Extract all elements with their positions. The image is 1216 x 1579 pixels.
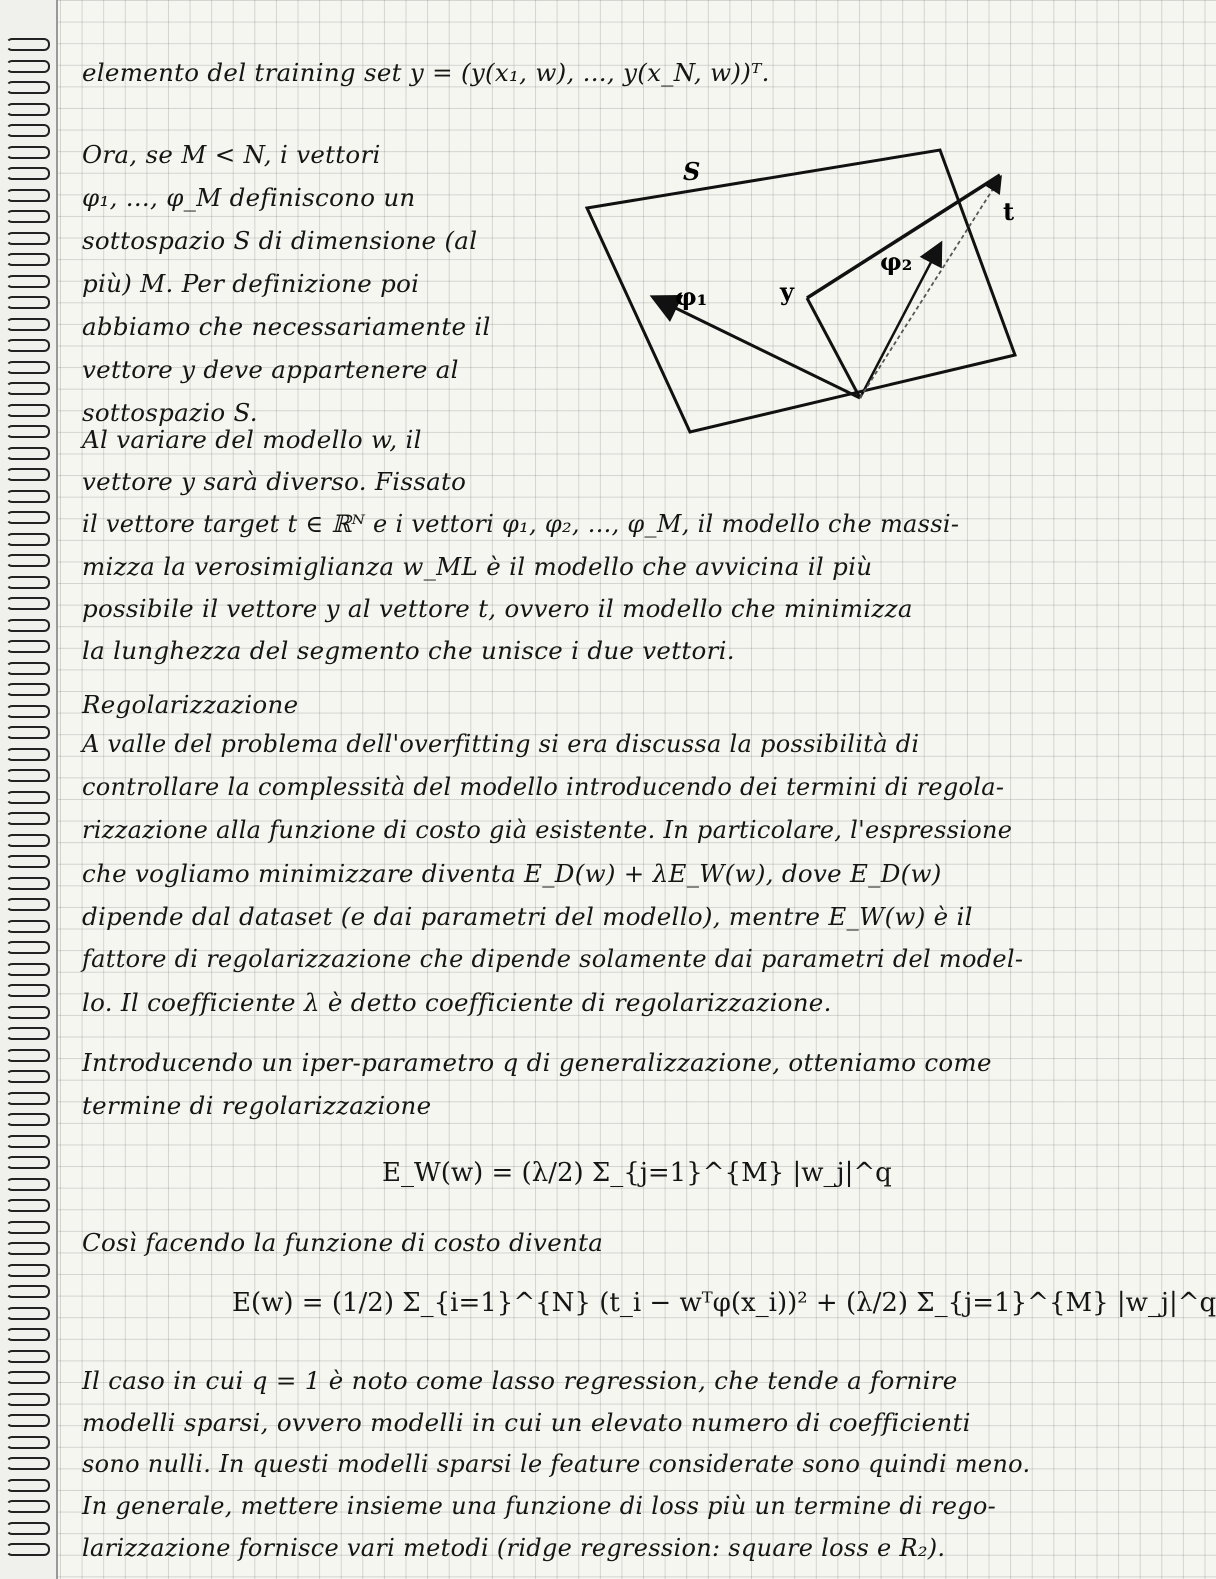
- text-line: più) M. Per definizione poi: [82, 269, 420, 298]
- spiral-ring: [6, 382, 50, 395]
- spiral-ring: [6, 1135, 50, 1148]
- spiral-ring: [6, 597, 50, 610]
- spiral-ring: [6, 812, 50, 825]
- spiral-ring: [6, 576, 50, 589]
- text-line: sottospazio S di dimensione (al: [82, 226, 478, 255]
- spiral-ring: [6, 1264, 50, 1277]
- cost-function-formula: E(w) = (1/2) Σ_{i=1}^{N} (t_i − wᵀφ(x_i))² + (λ/2) Σ_{j=1}^{M} |w_j|^q: [232, 1288, 1216, 1318]
- spiral-ring: [6, 662, 50, 675]
- text-line: modelli sparsi, ovvero modelli in cui un elevato numero di coefficienti: [82, 1408, 971, 1437]
- spiral-ring: [6, 1242, 50, 1255]
- text-line: Il caso in cui q = 1 è noto come lasso regression, che tende a fornire: [82, 1366, 958, 1395]
- text-line: che vogliamo minimizzare diventa E_D(w) + λE_W(w), dove E_D(w): [82, 859, 942, 888]
- spiral-ring: [6, 60, 50, 73]
- spiral-ring: [6, 554, 50, 567]
- y-label: y: [780, 277, 794, 306]
- spiral-ring: [6, 425, 50, 438]
- spiral-ring: [6, 1199, 50, 1212]
- spiral-ring: [6, 920, 50, 933]
- spiral-ring: [6, 1500, 50, 1513]
- spiral-ring: [6, 791, 50, 804]
- spiral-ring: [6, 404, 50, 417]
- subspace-projection-figure: [575, 120, 1045, 450]
- text-line: rizzazione alla funzione di costo già esistente. In particolare, l'espressione: [82, 816, 1013, 844]
- spiral-ring: [6, 1543, 50, 1556]
- t-label: t: [1003, 197, 1015, 226]
- projection-diagram: [575, 120, 1045, 450]
- spiral-ring: [6, 705, 50, 718]
- y-vector: [807, 298, 860, 398]
- text-line: il vettore target t ∈ ℝᴺ e i vettori φ₁, φ₂, ..., φ_M, il modello che massi-: [82, 510, 960, 538]
- text-line: sottospazio S.: [82, 398, 258, 427]
- spiral-ring: [6, 124, 50, 137]
- spiral-ring: [6, 1457, 50, 1470]
- spiral-ring: [6, 146, 50, 159]
- spiral-ring: [6, 81, 50, 94]
- spiral-ring: [6, 468, 50, 481]
- text-line: sono nulli. In questi modelli sparsi le feature considerate sono quindi meno.: [82, 1450, 1031, 1478]
- spiral-ring: [6, 1479, 50, 1492]
- spiral-ring: [6, 232, 50, 245]
- spiral-ring: [6, 1307, 50, 1320]
- spiral-ring: [6, 1328, 50, 1341]
- section-heading: Regolarizzazione: [82, 690, 299, 719]
- text-line: In generale, mettere insieme una funzione di loss più un termine di rego-: [82, 1492, 997, 1520]
- text-line: Ora, se M < N, i vettori: [82, 140, 381, 169]
- spiral-ring: [6, 296, 50, 309]
- spiral-ring: [6, 490, 50, 503]
- spiral-ring: [6, 210, 50, 223]
- spiral-ring: [6, 769, 50, 782]
- text-line: dipende dal dataset (e dai parametri del modello), mentre E_W(w) è il: [82, 902, 973, 931]
- subspace-plane: [587, 150, 1015, 432]
- spiral-ring: [6, 1006, 50, 1019]
- spiral-ring: [6, 361, 50, 374]
- spiral-ring: [6, 103, 50, 116]
- notebook-spiral-binding: [0, 0, 58, 1579]
- text-line: mizza la verosimiglianza w_ML è il modello che avvicina il più: [82, 552, 873, 581]
- text-line: la lunghezza del segmento che unisce i due vettori.: [82, 636, 735, 665]
- spiral-ring: [6, 167, 50, 180]
- text-line: elemento del training set y = (y(x₁, w), ..., y(x_N, w))ᵀ.: [82, 58, 770, 87]
- spiral-ring: [6, 253, 50, 266]
- spiral-ring: [6, 339, 50, 352]
- text-line: A valle del problema dell'overfitting si era discussa la possibilità di: [82, 730, 920, 758]
- spiral-ring: [6, 877, 50, 890]
- spiral-ring: [6, 1070, 50, 1083]
- spiral-ring: [6, 963, 50, 976]
- spiral-ring: [6, 748, 50, 761]
- spiral-ring: [6, 984, 50, 997]
- spiral-ring: [6, 1156, 50, 1169]
- spiral-ring: [6, 1113, 50, 1126]
- spiral-ring: [6, 189, 50, 202]
- text-line: possibile il vettore y al vettore t, ovvero il modello che minimizza: [82, 594, 913, 623]
- spiral-ring: [6, 726, 50, 739]
- spiral-ring: [6, 1178, 50, 1191]
- text-line: Al variare del modello w, il: [82, 425, 422, 454]
- phi1-label: φ₁: [675, 282, 708, 311]
- spiral-ring: [6, 1350, 50, 1363]
- spiral-ring: [6, 1436, 50, 1449]
- spiral-ring: [6, 1221, 50, 1234]
- spiral-ring: [6, 855, 50, 868]
- regularizer-formula: E_W(w) = (λ/2) Σ_{j=1}^{M} |w_j|^q: [382, 1158, 892, 1188]
- text-line: φ₁, ..., φ_M definiscono un: [82, 183, 416, 212]
- text-line: vettore y sarà diverso. Fissato: [82, 467, 467, 496]
- spiral-ring: [6, 1049, 50, 1062]
- spiral-ring: [6, 447, 50, 460]
- spiral-ring: [6, 1414, 50, 1427]
- phi1-vector: [655, 298, 860, 398]
- text-line: larizzazione fornisce vari metodi (ridge regression: square loss e R₂).: [82, 1534, 946, 1562]
- spiral-ring: [6, 511, 50, 524]
- spiral-ring: [6, 941, 50, 954]
- spiral-ring: [6, 1092, 50, 1105]
- spiral-ring: [6, 318, 50, 331]
- spiral-ring: [6, 1285, 50, 1298]
- text-line: lo. Il coefficiente λ è detto coefficiente di regolarizzazione.: [82, 988, 832, 1017]
- text-line: vettore y deve appartenere al: [82, 355, 459, 384]
- spiral-ring: [6, 38, 50, 51]
- spiral-ring: [6, 640, 50, 653]
- text-line: Così facendo la funzione di costo diventa: [82, 1228, 604, 1257]
- spiral-ring: [6, 1027, 50, 1040]
- plane-label: S: [683, 157, 701, 186]
- spiral-ring: [6, 898, 50, 911]
- text-line: Introducendo un iper-parametro q di generalizzazione, otteniamo come: [82, 1048, 992, 1077]
- spiral-ring: [6, 275, 50, 288]
- spiral-ring: [6, 834, 50, 847]
- text-line: controllare la complessità del modello introducendo dei termini di regola-: [82, 773, 1005, 801]
- phi2-label: φ₂: [880, 247, 913, 276]
- spiral-ring: [6, 683, 50, 696]
- text-line: fattore di regolarizzazione che dipende solamente dai parametri del model-: [82, 945, 1024, 973]
- spiral-ring: [6, 1522, 50, 1535]
- spiral-ring: [6, 533, 50, 546]
- spiral-ring: [6, 1371, 50, 1384]
- spiral-ring: [6, 1393, 50, 1406]
- text-line: termine di regolarizzazione: [82, 1091, 432, 1120]
- text-line: abbiamo che necessariamente il: [82, 312, 491, 341]
- spiral-ring: [6, 619, 50, 632]
